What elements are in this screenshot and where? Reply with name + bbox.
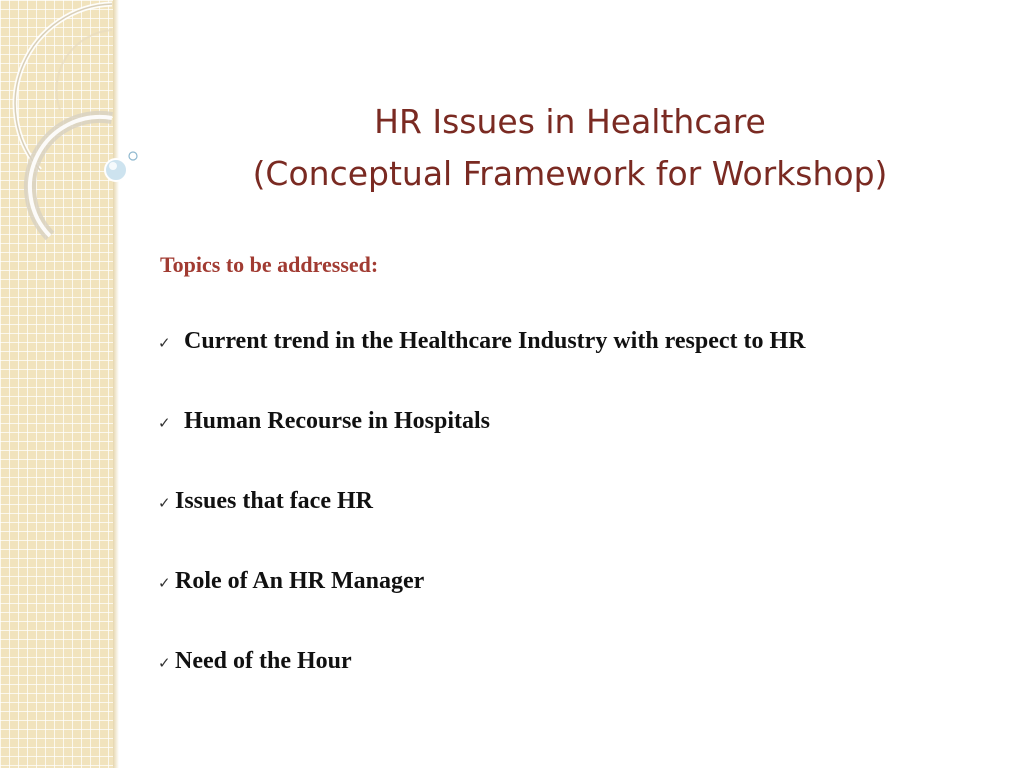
list-item	[158, 568, 424, 595]
title-line-1: HR Issues in Healthcare	[374, 102, 766, 141]
checkmark-icon: ✓	[158, 414, 171, 432]
list-item-text: Current trend in the Healthcare Industry with respect to HR	[184, 328, 806, 354]
list-item-text: Issues that face HR	[175, 488, 373, 514]
checkmark-icon: ✓	[158, 574, 171, 592]
list-item-text: Role of An HR Manager	[175, 568, 425, 594]
slide-title	[140, 96, 1000, 200]
checkmark-icon: ✓	[158, 494, 171, 512]
list-item	[158, 648, 352, 675]
list-item	[158, 328, 806, 355]
decorative-side-band	[0, 0, 113, 768]
checkmark-icon: ✓	[158, 654, 171, 672]
topics-subheading: Topics to be addressed:	[160, 252, 379, 277]
side-band-edge	[113, 0, 119, 768]
list-item-text: Human Recourse in Hospitals	[184, 408, 491, 434]
list-item	[158, 488, 373, 515]
list-item-text: Need of the Hour	[175, 648, 352, 674]
checkmark-icon: ✓	[158, 334, 171, 352]
title-line-2: (Conceptual Framework for Workshop)	[252, 154, 888, 193]
list-item	[158, 408, 490, 435]
